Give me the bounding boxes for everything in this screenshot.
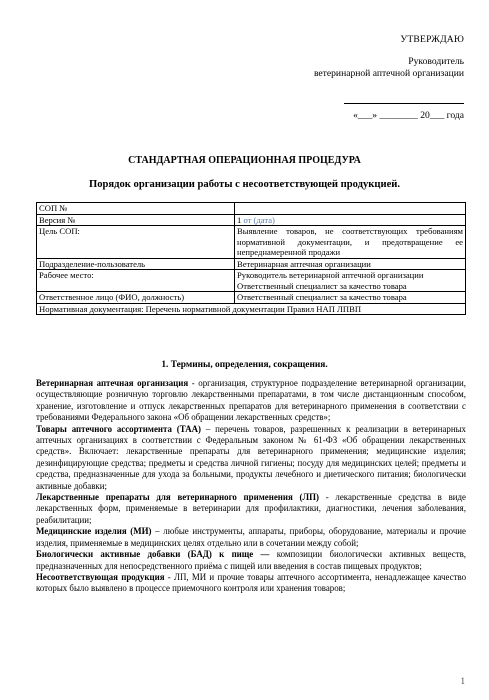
approver-position-line2: ветеринарной аптечной организации	[313, 68, 464, 79]
document-title: СТАНДАРТНАЯ ОПЕРАЦИОННАЯ ПРОЦЕДУРА	[128, 155, 361, 166]
term-name: Биологически активные добавки (БАД) к пище —	[36, 549, 270, 560]
sop-number-label: СОП №	[37, 203, 235, 215]
table-row	[37, 226, 466, 259]
workplace-value-2: Ответственный специалист за качество товара	[237, 280, 407, 291]
table-row	[37, 292, 466, 304]
term-name: Ветеринарная аптечная организация	[36, 378, 189, 388]
document-subtitle: Порядок организации работы с несоответствующей продукцией.	[88, 179, 401, 190]
term-paragraph	[36, 378, 466, 424]
approval-title: УТВЕРЖДАЮ	[400, 34, 464, 45]
workplace-label: Рабочее место:	[37, 270, 235, 292]
term-definition: – любые инструменты, аппараты, приборы, оборудование, материалы и прочие изделия, применяемые в медицинских целях отдельно или в сочетании между собой;	[36, 526, 466, 548]
page-number: 1	[460, 676, 465, 686]
version-date: от (дата)	[243, 214, 275, 225]
table-row	[37, 258, 466, 270]
table-row	[37, 214, 466, 226]
terms-list	[36, 378, 466, 595]
approval-block	[274, 34, 464, 122]
term-definition: - организация, структурное подразделение ветеринарной организации, осуществляющие розничную торговлю лекарственными препаратами, в том числе дистанционным способом, хранение, изготовление и отпуск лекарственных препаратов для ветеринарного применения в соответствии с требованиями Федерального закона «Об обращении лекарственных средств»;	[36, 378, 467, 423]
approver-position-line1: Руководитель	[408, 56, 464, 67]
term-paragraph	[36, 549, 466, 572]
goal-label: Цель СОП:	[37, 226, 235, 259]
workplace-value	[235, 270, 466, 292]
division-label: Подразделение-пользователь	[37, 258, 235, 270]
workplace-value-1: Руководитель ветеринарной аптечной организации	[237, 270, 424, 280]
normative-docs: Нормативная документация: Перечень нормативной документации Правил НАП ЛПВП	[37, 303, 466, 315]
term-paragraph	[36, 526, 466, 549]
approval-date-line: «___» ________ 20___ года	[353, 110, 464, 121]
sop-info-table	[36, 202, 466, 315]
term-definition: - ЛП, МИ и прочие товары аптечного ассортимента, ненадлежащее качество которых было выявлено в процессе приемочного контроля или хранения товаров;	[36, 571, 467, 594]
term-paragraph	[36, 572, 466, 595]
term-name: Лекарственные препараты для ветеринарного применения (ЛП)	[36, 492, 319, 503]
section-heading: 1. Термины, определения, сокращения.	[161, 360, 328, 370]
term-name: Товары аптечного ассортимента (ТАА)	[36, 423, 201, 434]
signature-line	[344, 102, 464, 104]
table-row	[37, 203, 466, 215]
responsible-value: Ответственный специалист за качество товара	[235, 292, 466, 304]
table-row	[37, 270, 466, 292]
term-definition: – перечень товаров, разрешенных к реализации в ветеринарных аптечных организациях в соответствии с Федеральным законом № 61-ФЗ «Об обращении лекарственных средств». Включает: лекарственные препараты для ветеринарного применения; медицинские изделия; дезинфицирующие средства; предметы и средства личной гигиены; посуду для медицинских целей; предметы и средства, предназначенные для ухода за больными, продукты лечебного и диетического питания; биологически активные добавки;	[36, 423, 466, 491]
division-value: Ветеринарная аптечная организации	[235, 258, 466, 270]
sop-number-value	[235, 203, 466, 215]
responsible-label: Ответственное лицо (ФИО, должность)	[37, 292, 235, 304]
term-paragraph	[36, 424, 466, 492]
term-paragraph	[36, 492, 466, 526]
term-name: Медицинские изделия (МИ)	[36, 526, 152, 537]
term-definition: композиции биологически активных веществ, предназначенных для непосредственного приёма с пищей или введения в состав пищевых продуктов;	[36, 549, 466, 571]
version-label: Версия №	[37, 214, 235, 226]
term-definition: - лекарственные средства в виде лекарственных форм, применяемые в ветеринарии для профилактики, диагностики, лечения заболевания, реабилитации;	[36, 492, 466, 525]
table-row	[37, 303, 466, 315]
version-number: 1	[237, 214, 242, 225]
term-name: Несоответствующая продукция	[36, 571, 165, 582]
goal-value: Выявление товаров, не соответствующих требованиям нормативной документации, и предотвращение ее непреднамеренной продажи	[235, 226, 466, 259]
version-value	[235, 214, 466, 226]
